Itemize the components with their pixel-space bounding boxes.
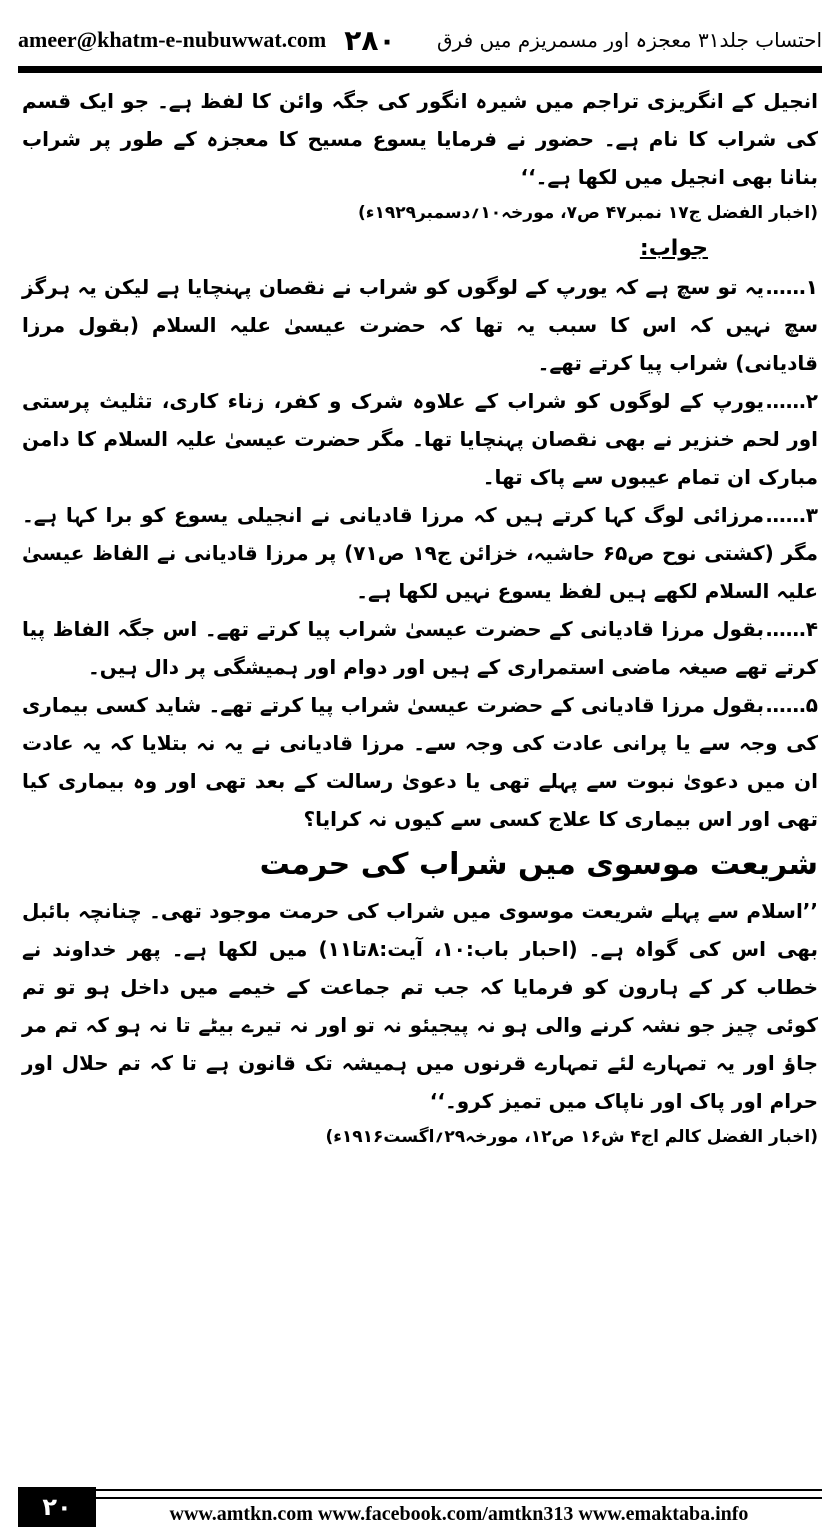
section-title: شریعت موسوی میں شراب کی حرمت: [259, 847, 818, 882]
intro-paragraph: انجیل کے انگریزی تراجم میں شیرہ انگور کی جگہ وائن کا لفظ ہے۔ جو ایک قسم کی شراب کا نام ہے۔ حضور نے فرمایا یسوع مسیح کا معجزہ کے طور پر شراب بنانا بھی انجیل میں لکھا ہے۔‘‘: [22, 89, 818, 189]
answer-text: بقول مرزا قادیانی کے حضرت عیسیٰ شراب پیا کرتے تھے۔ اس جگہ الفاظ پیا کرتے تھے صیغہ ماضی استمراری کے ہیں اور دوام اور ہمیشگی پر دال ہیں۔: [22, 617, 818, 679]
answer-text: بقول مرزا قادیانی کے حضرت عیسیٰ شراب پیا کرتے تھے۔ شاید کسی بیماری کی وجہ سے یا پرانی عادت کی وجہ سے۔ مرزا قادیانی نے یہ نہ بتلایا کہ یہ عادت ان میں دعویٰ نبوت سے پہلے تھی یا دعویٰ رسالت کے بعد تھی اور وہ بیماری کیا تھی اور اس بیماری کا علاج کسی سے کیوں نہ کرایا؟: [22, 693, 818, 831]
answer-number: ۳……: [765, 503, 818, 527]
footer-page-number: ۲۰: [18, 1487, 96, 1527]
footer-rule: [96, 1489, 822, 1499]
header-left: [18, 24, 396, 57]
answer-number: ۲……: [765, 389, 818, 413]
page-footer: [18, 1487, 822, 1527]
section-reference: (اخبار الفضل کالم اج۴ ش۱۶ ص۱۲، مورخہ۲۹؍اگست۱۹۱۶ء): [325, 1127, 818, 1147]
header-email: ameer@khatm-e-nubuwwat.com: [18, 27, 327, 52]
answer-number: ۵……: [765, 693, 818, 717]
answer-item-3: [22, 496, 818, 610]
header-rule: [18, 66, 822, 73]
intro-reference: (اخبار الفضل ج۱۷ نمبر۴۷ ص۷، مورخہ۱۰؍دسمبر۱۹۲۹ء): [358, 203, 818, 223]
answer-item-1: [22, 268, 818, 382]
answer-item-4: [22, 610, 818, 686]
answer-item-5: [22, 686, 818, 838]
running-title: احتساب جلد۳۱ معجزہ اور مسمریزم میں فرق: [437, 28, 822, 52]
answer-number: ۱……: [765, 275, 818, 299]
page-content: [22, 82, 818, 1154]
answer-text: یہ تو سچ ہے کہ یورپ کے لوگوں کو شراب نے نقصان پہنچایا ہے لیکن یہ ہرگز سچ نہیں کہ اس کا سبب یہ تھا کہ حضرت عیسیٰ علیہ السلام (بقول مرزا قادیانی) شراب پیا کرتے تھے۔: [22, 275, 818, 375]
answer-item-2: [22, 382, 818, 496]
answer-heading: جواب:: [639, 236, 708, 261]
answer-text: مرزائی لوگ کہا کرتے ہیں کہ مرزا قادیانی نے انجیلی یسوع کو برا کہا ہے۔ مگر (کشتی نوح ص۶۵ حاشیہ، خزائن ج۱۹ ص۷۱) پر مرزا قادیانی نے الفاظ عیسیٰ علیہ السلام لکھے ہیں لفظ یسوع نہیں لکھا ہے۔: [22, 503, 819, 603]
section-paragraph: ’’اسلام سے پہلے شریعت موسوی میں شراب کی حرمت موجود تھی۔ چنانچہ بائبل بھی اس کی گواہ ہے۔ (احبار باب:۱۰، آیت:۸تا۱۱) میں لکھا ہے۔ پھر خداوند نے خطاب کر کے ہارون کو فرمایا کہ جب تم جماعت کے خیمے میں داخل ہو تو تم کوئی چیز جو نشہ کرنے والی ہو نہ پیجیئو نہ تو اور نہ تیرے بیٹے تا نہ ہو کہ تم مر جاؤ اور یہ تمہارے لئے تمہارے قرنوں میں ہمیشہ تک قانون ہے تا کہ تم حلال اور حرام اور پاک اور ناپاک میں تمیز کرو۔‘‘: [22, 899, 818, 1113]
page-header: [18, 18, 822, 62]
answer-number: ۴……: [765, 617, 818, 641]
answer-text: یورپ کے لوگوں کو شراب کے علاوہ شرک و کفر، زناء کاری، تثلیث پرستی اور لحم خنزیر نے بھی نقصان پہنچایا تھا۔ مگر حضرت عیسیٰ علیہ السلام کا دامن مبارک ان تمام عیبوں سے پاک تھا۔: [22, 389, 818, 489]
footer-links-wrap: [96, 1487, 822, 1527]
footer-links[interactable]: www.amtkn.com www.facebook.com/amtkn313 www.emaktaba.info: [169, 1503, 749, 1525]
header-page-number: ۲۸۰: [344, 23, 396, 57]
